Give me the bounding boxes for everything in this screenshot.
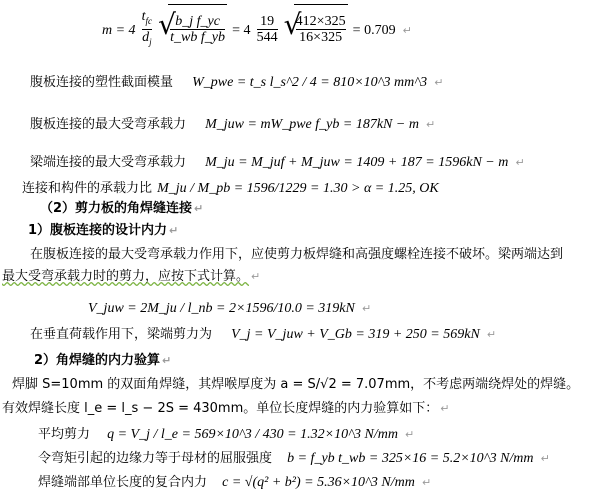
sqrt-symbol-1: √ xyxy=(158,8,176,41)
combined-force-label: 焊缝端部单位长度的复合内力 xyxy=(38,475,208,490)
combined-force-formula: c = √(q² + b²) = 5.36×10^3 N/mm xyxy=(222,475,415,490)
formula-m-fraction-1 xyxy=(142,9,152,50)
beam-end-line xyxy=(30,152,525,172)
formula-m-lhs: m = 4 xyxy=(102,23,136,38)
beam-end-formula: M_ju = M_juf + M_juw = 1409 + 187 = 1596kN − m xyxy=(205,155,509,170)
vj-line: 在垂直荷载作用下，梁端剪力为 V_j = V_juw + V_Gb = 319 + 250 = 569kN ↵ xyxy=(30,327,497,342)
formula-m-coef: = 4 xyxy=(232,23,251,38)
subsection-heading-2: 2）角焊缝的内力验算 ↵ xyxy=(34,353,172,368)
ratio-line xyxy=(22,178,439,198)
vjuw-formula: V_juw = 2M_ju / l_nb = 2×1596/10.0 = 319kN xyxy=(88,301,355,316)
formula-m-result: = 0.709 xyxy=(352,23,396,38)
paragraph-4-text: 有效焊缝长度 l_e = l_s − 2S = 430mm。单位长度焊缝的内力验算如下： xyxy=(2,401,439,416)
paragraph-3 xyxy=(12,376,579,394)
paragraph-1-cont-text: 最大受弯承载力时的剪力，应按下式计算。 xyxy=(2,269,250,284)
edge-force-line: 令弯矩引起的边缘力等于母材的屈服强度 b = f_yb t_wb = 325×16 = 5.2×10^3 N/mm ↵ xyxy=(38,451,550,466)
frac2-den: 544 xyxy=(256,30,278,45)
paragraph-1 xyxy=(30,246,563,264)
frac1-num-sub: fc xyxy=(145,16,153,26)
vj-formula: V_j = V_juw + V_Gb = 319 + 250 = 569kN xyxy=(231,327,480,342)
avg-shear-line: 平均剪力 q = V_j / l_e = 569×10^3 / 430 = 1.32×10^3 N/mm ↵ xyxy=(38,427,415,442)
formula-m-sqrt-2 xyxy=(284,4,348,55)
sqrt1-num: b_j f_yc xyxy=(175,14,220,30)
frac2-num: 19 xyxy=(260,14,275,29)
ratio-formula: M_ju / M_pb = 1596/1229 = 1.30 > α = 1.25, OK xyxy=(157,181,439,196)
paragraph-mark: ↵ xyxy=(434,76,444,89)
avg-shear-formula: q = V_j / l_e = 569×10^3 / 430 = 1.32×10^3 N/mm xyxy=(107,427,398,442)
sqrt-symbol-2: √ xyxy=(283,8,302,41)
combined-force-line: 焊缝端部单位长度的复合内力 c = √(q² + b²) = 5.36×10^3 N/mm ↵ xyxy=(38,475,432,490)
web-moment-line xyxy=(30,114,435,134)
plastic-modulus-label: 腹板连接的塑性截面模量 xyxy=(30,75,174,90)
frac1-den-sub: j xyxy=(149,36,152,47)
frac1-num: t xyxy=(141,9,146,25)
vjuw-formula-line: V_juw = 2M_ju / l_nb = 2×1596/10.0 = 319kN ↵ xyxy=(88,301,372,316)
paragraph-4: 有效焊缝长度 l_e = l_s − 2S = 430mm。单位长度焊缝的内力验算如下： ↵ xyxy=(2,401,450,416)
paragraph-mark: ↵ xyxy=(426,118,436,131)
section-heading-2: （2）剪力板的角焊缝连接 ↵ xyxy=(40,201,204,216)
paragraph-1-text: 在腹板连接的最大受弯承载力作用下，应使剪力板焊缝和高强度螺栓连接不破坏。梁两端达到 xyxy=(30,247,564,262)
subsection-heading-1: 1）腹板连接的设计内力 ↵ xyxy=(28,223,179,238)
ratio-label: 连接和构件的承载力比 xyxy=(22,181,153,196)
beam-end-label: 梁端连接的最大受弯承载力 xyxy=(30,155,187,170)
formula-m-line xyxy=(102,4,412,54)
paragraph-mark: ↵ xyxy=(402,24,412,37)
sqrt2-num: 412×325 xyxy=(295,14,346,30)
web-moment-label: 腹板连接的最大受弯承载力 xyxy=(30,117,187,132)
paragraph-1-continued: 最大受弯承载力时的剪力，应按下式计算。 ↵ xyxy=(2,269,261,284)
sqrt1-den: t_wb f_yb xyxy=(170,30,225,46)
plastic-modulus-formula: W_pwe = t_s l_s^2 / 4 = 810×10^3 mm^3 xyxy=(192,75,428,90)
paragraph-mark: ↵ xyxy=(515,156,525,169)
web-moment-formula: M_juw = mW_pwe f_yb = 187kN − m xyxy=(205,117,419,132)
formula-m-fraction-2 xyxy=(257,14,278,45)
sqrt2-den: 16×325 xyxy=(296,29,346,45)
vj-label: 在垂直荷载作用下，梁端剪力为 xyxy=(30,327,213,342)
formula-m-sqrt-1 xyxy=(158,4,227,55)
edge-force-label: 令弯矩引起的边缘力等于母材的屈服强度 xyxy=(38,451,273,466)
edge-force-formula: b = f_yb t_wb = 325×16 = 5.2×10^3 N/mm xyxy=(287,451,534,466)
avg-shear-label: 平均剪力 xyxy=(38,427,91,442)
plastic-modulus-line xyxy=(30,72,443,92)
paragraph-3-text: 焊脚 S=10mm 的双面角焊缝，其焊喉厚度为 a = S/√2 = 7.07mm，不考虑两端绕焊处的焊缝。 xyxy=(12,377,580,392)
frac1-den: d xyxy=(142,30,150,45)
